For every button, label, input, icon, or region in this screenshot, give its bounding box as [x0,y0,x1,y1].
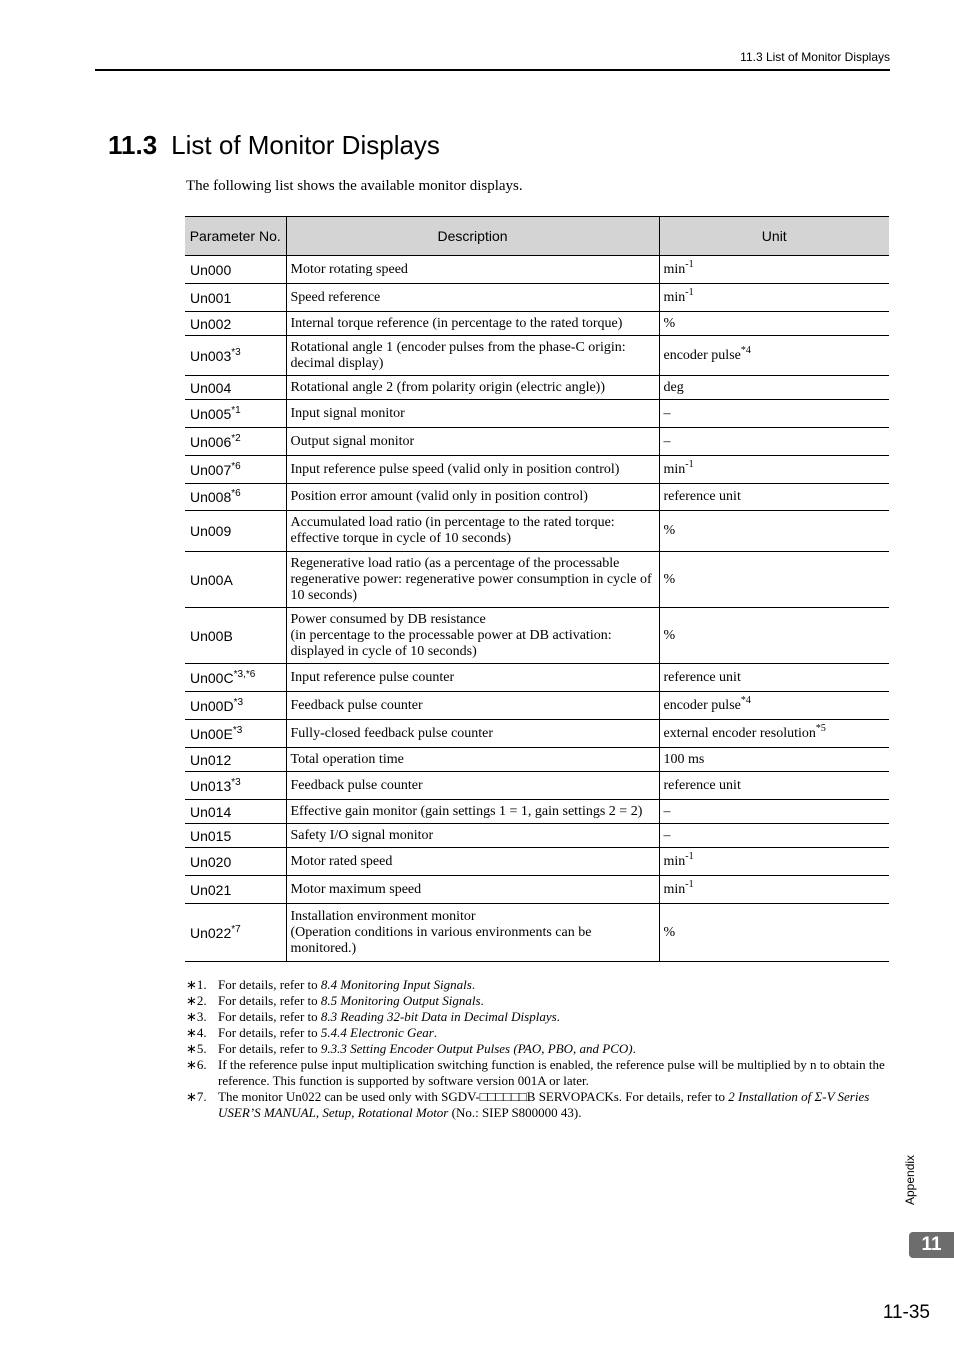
footnote-reference-title: 8.3 Reading 32-bit Data in Decimal Displays [320,1009,557,1024]
footnote-mark: ∗1. [186,977,207,992]
param-footnote-ref: *2 [231,432,241,444]
footnote-text-suffix: . [632,1041,636,1056]
param-cell [185,800,286,824]
param-cell [185,552,286,608]
table-row [185,484,889,511]
appendix-side-label: Appendix [903,1154,917,1205]
footnote-reference-title: 8.4 Monitoring Input Signals [320,977,472,992]
footnote-reference-title: 2 Installation of Σ-V Series USER’S MANUAL, Setup, Rotational Motor [218,1089,870,1120]
unit-text: % [663,315,676,331]
unit-text: – [663,827,671,843]
param-cell [185,428,286,456]
param-cell [185,824,286,848]
unit-superscript: *4 [740,694,751,706]
description-cell: Rotational angle 2 (from polarity origin (electric angle)) [286,376,659,400]
footnote-text [218,1057,891,1089]
footnote-text [218,993,891,1009]
footnote-text-plain: For details, refer to [218,993,321,1008]
footnote-text-suffix: . [480,993,484,1008]
description-cell: Internal torque reference (in percentage to the rated torque) [286,312,659,336]
unit-cell [659,876,889,904]
param-number: Un001 [190,289,232,306]
footnotes [186,977,891,1121]
column-header-parameter: Parameter No. [185,217,286,256]
param-cell [185,664,286,692]
description-cell: Effective gain monitor (gain settings 1 = 1, gain settings 2 = 2) [286,800,659,824]
param-cell [185,312,286,336]
unit-cell [659,511,889,552]
param-number: Un00B [190,627,233,644]
footnote-text-suffix: . [433,1025,438,1040]
unit-cell [659,748,889,772]
unit-cell [659,428,889,456]
footnote-text-plain: For details, refer to [218,1041,321,1056]
unit-cell [659,772,889,800]
footnote-text [218,1025,891,1041]
footnote-text [218,1089,891,1121]
unit-text: min [663,261,686,277]
param-number: Un014 [190,803,232,820]
table-row [185,848,889,876]
description-cell: Motor maximum speed [286,876,659,904]
unit-cell [659,312,889,336]
param-cell [185,848,286,876]
param-footnote-ref: *6 [231,460,241,472]
param-number: Un012 [190,751,232,768]
param-footnote-ref: *3,*6 [233,668,256,680]
param-number: Un004 [190,379,232,396]
param-cell [185,400,286,428]
table-row [185,552,889,608]
column-header-description: Description [286,217,659,256]
param-cell [185,876,286,904]
footnote [186,1009,891,1025]
unit-text: % [663,627,676,643]
description-cell: Safety I/O signal monitor [286,824,659,848]
param-footnote-ref: *3 [231,776,241,788]
param-number: Un000 [190,261,232,278]
unit-cell [659,456,889,484]
param-cell [185,608,286,664]
param-number: Un002 [190,315,232,332]
section-number: 11.3 [108,130,158,160]
unit-cell [659,284,889,312]
unit-text: min [663,461,686,477]
param-footnote-ref: *3 [231,346,241,358]
unit-cell [659,336,889,376]
unit-cell [659,904,889,962]
unit-text: reference unit [663,489,741,504]
description-cell: Speed reference [286,284,659,312]
footnote-mark: ∗2. [186,993,207,1008]
table-header-row [185,217,889,256]
footnote-text-plain: The monitor Un022 can be used only with SGDV-□□□□□□B SERVOPACKs. For details, refer to [218,1089,729,1104]
table-row [185,904,889,962]
unit-text: external encoder resolution [663,725,816,741]
description-cell: Feedback pulse counter [286,692,659,720]
param-number: Un020 [190,853,232,870]
param-number: Un008 [190,489,232,505]
table-row [185,400,889,428]
table-row [185,284,889,312]
unit-text: reference unit [663,669,741,685]
unit-text: – [663,433,671,449]
param-cell [185,720,286,748]
param-cell [185,692,286,720]
param-number: Un013 [190,777,232,794]
table-row [185,376,889,400]
section-heading: List of Monitor Displays [171,130,440,160]
unit-text: deg [663,379,684,395]
table-row [185,428,889,456]
unit-text: – [663,405,671,421]
param-number: Un006 [190,433,232,450]
footnote-text-suffix: (No.: SIEP S800000 43). [448,1105,582,1120]
unit-superscript: -1 [685,850,694,862]
param-footnote-ref: *3 [233,696,244,708]
unit-superscript: -1 [685,878,694,890]
column-header-unit: Unit [659,217,889,256]
unit-text: % [663,924,676,940]
unit-text: reference unit [663,777,741,793]
footnote-mark: ∗7. [186,1089,207,1104]
description-cell: Power consumed by DB resistance (in percentage to the processable power at DB activation: displayed in cycle of 10 seconds) [286,608,659,664]
param-number: Un00A [190,571,233,588]
unit-cell [659,692,889,720]
footnote-text-suffix: . [471,977,476,992]
section-title [108,130,440,161]
table-row [185,511,889,552]
footnote-text-plain: If the reference pulse input multiplication switching function is enabled, the reference pulse will be multiplied by n to obtain the reference. This function is supported by software version 001A or later. [218,1057,885,1088]
footnote [186,1041,891,1057]
footnote [186,1057,891,1089]
unit-cell [659,484,889,511]
unit-text: % [663,523,676,538]
table-row [185,748,889,772]
unit-cell [659,848,889,876]
unit-cell [659,552,889,608]
unit-superscript: *4 [740,344,751,356]
param-number: Un022 [190,924,232,941]
unit-text: encoder pulse [663,347,741,363]
unit-superscript: -1 [685,286,694,298]
footnote [186,993,891,1009]
page-number: 11-35 [882,1302,930,1323]
unit-cell [659,256,889,284]
unit-superscript: -1 [685,258,694,270]
footnote-text-plain: For details, refer to [218,1009,321,1024]
footnote-text-plain: For details, refer to [218,1025,321,1040]
param-number: Un015 [190,827,232,844]
table-row [185,772,889,800]
description-cell: Motor rotating speed [286,256,659,284]
footnote [186,1025,891,1041]
description-cell: Installation environment monitor (Operation conditions in various environments can be monitored.) [286,904,659,962]
footnote-text [218,1009,891,1025]
param-cell [185,484,286,511]
footnote-text-suffix: . [556,1009,560,1024]
footnote-text-plain: For details, refer to [218,977,321,992]
description-cell: Fully-closed feedback pulse counter [286,720,659,748]
param-number: Un003 [190,347,232,364]
description-cell: Total operation time [286,748,659,772]
unit-cell [659,720,889,748]
description-cell: Regenerative load ratio (as a percentage of the processable regenerative power: regenerative power consumption in cycle of 10 seconds) [286,552,659,608]
param-number: Un021 [190,881,232,898]
description-cell: Feedback pulse counter [286,772,659,800]
footnote [186,1089,891,1121]
unit-cell [659,824,889,848]
description-cell: Input signal monitor [286,400,659,428]
table-body [185,256,889,962]
footnote-mark: ∗5. [186,1041,207,1056]
description-cell: Input reference pulse speed (valid only in position control) [286,456,659,484]
header-rule [95,69,890,71]
unit-superscript: *5 [815,722,826,734]
unit-text: min [663,881,686,897]
unit-superscript: -1 [685,458,694,470]
unit-cell [659,400,889,428]
description-cell: Rotational angle 1 (encoder pulses from the phase-C origin: decimal display) [286,336,659,376]
unit-text: % [663,571,676,587]
param-cell [185,376,286,400]
footnote-mark: ∗4. [186,1025,207,1040]
param-number: Un009 [190,523,232,539]
footnote-reference-title: 8.5 Monitoring Output Signals [320,993,481,1008]
param-cell [185,336,286,376]
footnote-mark: ∗3. [186,1009,207,1024]
footnote-reference-title: 9.3.3 Setting Encoder Output Pulses (PAO, PBO, and PCO) [320,1041,633,1056]
unit-text: min [663,289,686,305]
param-number: Un005 [190,405,232,422]
footnote-mark: ∗6. [186,1057,207,1072]
footnote-reference-title: 5.4.4 Electronic Gear [320,1025,434,1040]
unit-cell [659,800,889,824]
table-row [185,312,889,336]
unit-text: min [663,853,686,869]
unit-text: 100 ms [663,751,705,767]
param-cell [185,284,286,312]
description-cell: Accumulated load ratio (in percentage to the rated torque: effective torque in cycle of 10 seconds) [286,511,659,552]
table-row [185,876,889,904]
param-number: Un00D [190,697,234,714]
param-footnote-ref: *3 [232,724,243,736]
param-footnote-ref: *7 [231,923,241,935]
param-cell [185,256,286,284]
param-number: Un00C [190,669,234,686]
table-row [185,800,889,824]
unit-text: encoder pulse [663,697,741,713]
table-row [185,608,889,664]
description-cell: Output signal monitor [286,428,659,456]
param-cell [185,772,286,800]
param-number: Un00E [190,725,233,742]
table-row [185,456,889,484]
unit-cell [659,664,889,692]
footnote-text [218,977,891,993]
monitor-display-table [185,216,889,962]
footnote-text [218,1041,891,1057]
table-row [185,824,889,848]
param-footnote-ref: *6 [231,488,241,499]
param-cell [185,904,286,962]
intro-text: The following list shows the available monitor displays. [186,178,523,194]
unit-text: – [663,803,671,819]
param-cell [185,748,286,772]
table-row [185,336,889,376]
footnote [186,977,891,993]
table-row [185,664,889,692]
chapter-tab: 11 [909,1232,954,1258]
table-row [185,256,889,284]
param-footnote-ref: *1 [231,404,241,416]
description-cell: Input reference pulse counter [286,664,659,692]
unit-cell [659,608,889,664]
param-cell [185,456,286,484]
unit-cell [659,376,889,400]
param-number: Un007 [190,461,232,478]
description-cell: Position error amount (valid only in position control) [286,484,659,511]
description-cell: Motor rated speed [286,848,659,876]
param-cell [185,511,286,552]
table-row [185,692,889,720]
running-header: 11.3 List of Monitor Displays [740,50,890,64]
table-row [185,720,889,748]
